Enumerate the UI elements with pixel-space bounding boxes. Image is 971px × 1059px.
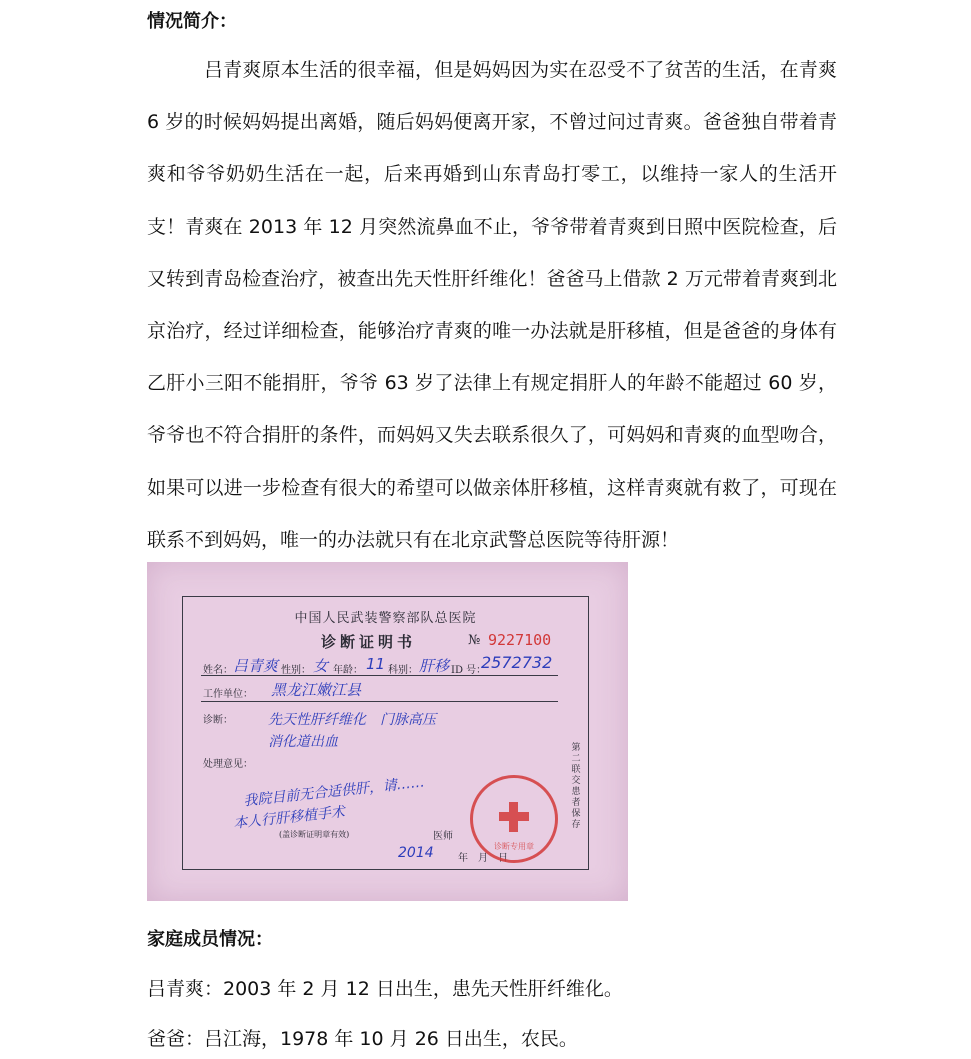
diagnosis-value-2: 消化道出血 — [268, 734, 338, 750]
date-label: 年 月 日 — [458, 853, 508, 864]
name-value: 吕青爽 — [233, 657, 279, 675]
sex-value: 女 — [313, 657, 329, 675]
opinion-label: 处理意见： — [203, 759, 253, 770]
diagnosis-certificate-photo — [147, 562, 628, 901]
id-value: 2572732 — [481, 653, 553, 672]
hospital-stamp — [470, 775, 558, 863]
certificate-title: 诊断证明书 — [321, 633, 417, 651]
work-label: 工作单位： — [203, 689, 253, 700]
intro-heading: 情况简介： — [147, 11, 237, 32]
hospital-name: 中国人民武装警察部队总医院 — [294, 611, 477, 626]
family-member: 吕青爽：2003 年 2 月 12 日出生，患先天性肝纤维化。 — [147, 978, 623, 1000]
doctor-label: 医师 — [433, 831, 453, 842]
name-label: 姓名： — [203, 665, 233, 676]
id-label: ID 号： — [451, 665, 487, 676]
diagnosis-value-1: 先天性肝纤维化 门脉高压 — [268, 712, 436, 728]
stamp-label: 诊断专用章 — [494, 842, 534, 851]
copy-note: 第二联 交患者保存 — [571, 743, 590, 830]
work-value: 黑龙江嫩江县 — [271, 681, 362, 699]
certificate-number: 9227100 — [488, 631, 552, 649]
diagnosis-label: 诊断： — [203, 715, 233, 726]
dept-label: 科别： — [388, 665, 418, 676]
certificate-form — [182, 596, 589, 870]
family-member: 爸爸：吕江海，1978 年 10 月 26 日出生，农民。 — [147, 1028, 578, 1050]
validity-note: (盖诊断证明章有效) — [279, 830, 350, 839]
sex-label: 性别： — [281, 665, 311, 676]
intro-paragraph: 吕青爽原本生活的很幸福，但是妈妈因为实在忍受不了贫苦的生活，在青爽 6 岁的时候妈妈提出离婚，随后妈妈便离开家，不曾过问过青爽。爸爸独自带着青爽和爷爷奶奶生活在一起，后来再婚到山东青岛打零工，以维持一家人的生活开支！青爽在 2013 年 12 月突然流鼻血不止，爷爷带着青爽到日照中医院检查，后又转到青岛检查治疗，被查出先天性肝纤维化！爸爸马上借款 2 万元带着青爽到北京治疗，经过详细检查，能够治疗青爽的唯一办法就是肝移植，但是爸爸的身体有乙肝小三阳不能捐肝，爷爷 63 岁了法律上有规定捐肝人的年龄不能超过 60 岁，爷爷也不符合捐肝的条件，而妈妈又失去联系很久了，可妈妈和青爽的血型吻合，如果可以进一步检查有很大的希望可以做亲体肝移植，这样青爽就有救了，可现在联系不到妈妈，唯一的办法就只有在北京武警总医院等待肝源！ — [147, 59, 837, 551]
number-label: № — [468, 633, 481, 648]
form-line — [201, 675, 558, 676]
red-cross-icon-bar — [499, 812, 529, 821]
family-heading: 家庭成员情况： — [147, 929, 273, 950]
dept-value: 肝移 — [419, 657, 450, 675]
opinion-value-2: 本人行肝移植手术 — [232, 804, 346, 832]
opinion-value-1: 我院目前无合适供肝，请…… — [242, 774, 426, 810]
age-value: 11 — [366, 655, 386, 673]
form-line — [201, 701, 558, 702]
age-label: 年龄： — [333, 665, 363, 676]
year-value: 2014 — [398, 845, 434, 861]
